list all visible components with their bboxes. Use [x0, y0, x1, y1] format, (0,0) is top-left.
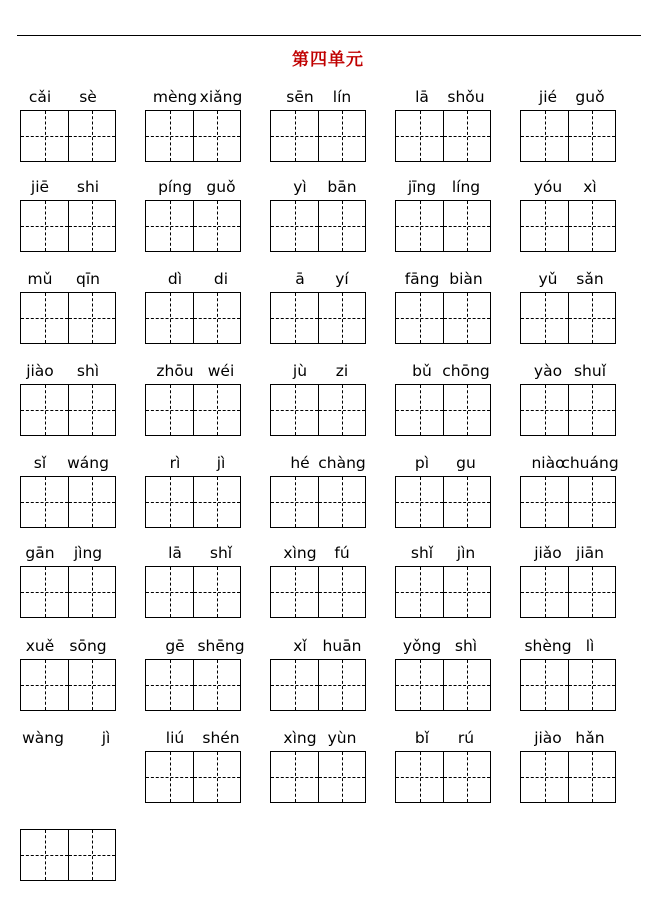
pinyin-label	[520, 636, 630, 656]
writing-grid[interactable]	[145, 292, 241, 344]
tian-grid-cell[interactable]	[194, 660, 240, 710]
tian-grid-cell[interactable]	[146, 111, 194, 161]
pinyin-syllable: sēn	[286, 88, 314, 106]
tian-grid-cell[interactable]	[69, 385, 115, 435]
writing-grid[interactable]	[20, 292, 116, 344]
writing-grid[interactable]	[20, 829, 116, 881]
writing-grid[interactable]	[395, 292, 491, 344]
pinyin-label	[395, 87, 505, 107]
tian-grid-cell[interactable]	[569, 201, 615, 251]
pinyin-syllable: jìn	[456, 544, 476, 562]
writing-grid[interactable]	[20, 384, 116, 436]
pinyin-label	[395, 453, 505, 473]
pinyin-syllable: zhōu	[156, 362, 194, 380]
tian-grid-cell[interactable]	[444, 660, 490, 710]
pinyin-label	[270, 453, 380, 473]
tian-grid-cell[interactable]	[271, 752, 319, 802]
pinyin-label	[145, 636, 255, 656]
tian-grid-cell[interactable]	[569, 385, 615, 435]
pinyin-syllable: fú	[334, 544, 350, 562]
pinyin-syllable: jiān	[576, 544, 604, 562]
tian-grid-cell[interactable]	[319, 477, 365, 527]
pinyin-syllable: bān	[327, 178, 357, 196]
writing-grid[interactable]	[395, 384, 491, 436]
pinyin-syllable: jié	[538, 88, 558, 106]
pinyin-label	[520, 87, 630, 107]
tian-grid-cell[interactable]	[21, 111, 69, 161]
tian-grid-cell[interactable]	[396, 752, 444, 802]
pinyin-syllable: ā	[295, 270, 305, 288]
tian-grid-cell[interactable]	[69, 201, 115, 251]
tian-grid-cell[interactable]	[396, 111, 444, 161]
pinyin-label	[20, 361, 130, 381]
pinyin-syllable: sǎn	[576, 270, 604, 288]
pinyin-label	[145, 361, 255, 381]
writing-grid[interactable]	[395, 659, 491, 711]
pinyin-syllable: yào	[533, 362, 563, 380]
pinyin-label	[270, 177, 380, 197]
pinyin-label	[145, 453, 255, 473]
tian-grid-cell[interactable]	[444, 385, 490, 435]
pinyin-syllable: di	[213, 270, 229, 288]
tian-grid-cell[interactable]	[69, 660, 115, 710]
pinyin-syllable: líng	[451, 178, 481, 196]
writing-grid[interactable]	[270, 751, 366, 803]
tian-grid-cell[interactable]	[69, 293, 115, 343]
pinyin-syllable: bǐ	[414, 729, 430, 747]
pinyin-syllable: gān	[25, 544, 55, 562]
writing-grid[interactable]	[270, 292, 366, 344]
pinyin-syllable: guǒ	[575, 88, 605, 106]
writing-grid[interactable]	[270, 566, 366, 618]
writing-grid[interactable]	[520, 292, 616, 344]
tian-grid-cell[interactable]	[21, 567, 69, 617]
writing-grid[interactable]	[145, 476, 241, 528]
pinyin-syllable: rú	[457, 729, 475, 747]
tian-grid-cell[interactable]	[194, 201, 240, 251]
pinyin-syllable: shǒu	[447, 88, 485, 106]
writing-grid[interactable]	[395, 566, 491, 618]
pinyin-syllable: lā	[415, 88, 429, 106]
pinyin-syllable: pì	[414, 454, 430, 472]
writing-grid[interactable]	[520, 476, 616, 528]
writing-grid[interactable]	[145, 659, 241, 711]
pinyin-label	[20, 87, 130, 107]
tian-grid-cell[interactable]	[194, 477, 240, 527]
pinyin-syllable: píng	[158, 178, 192, 196]
pinyin-syllable: jiào	[534, 729, 562, 747]
tian-grid-cell[interactable]	[521, 477, 569, 527]
tian-grid-cell[interactable]	[396, 477, 444, 527]
tian-grid-cell[interactable]	[146, 201, 194, 251]
writing-grid[interactable]	[395, 200, 491, 252]
tian-grid-cell[interactable]	[319, 567, 365, 617]
tian-grid-cell[interactable]	[194, 385, 240, 435]
pinyin-syllable: yóu	[533, 178, 563, 196]
pinyin-syllable: yǔ	[538, 270, 558, 288]
tian-grid-cell[interactable]	[569, 293, 615, 343]
writing-grid[interactable]	[20, 476, 116, 528]
tian-grid-cell[interactable]	[569, 660, 615, 710]
tian-grid-cell[interactable]	[69, 111, 115, 161]
tian-grid-cell[interactable]	[444, 477, 490, 527]
tian-grid-cell[interactable]	[396, 567, 444, 617]
pinyin-label	[20, 453, 130, 473]
tian-grid-cell[interactable]	[271, 567, 319, 617]
pinyin-syllable: lì	[585, 637, 595, 655]
pinyin-syllable: sōng	[69, 637, 107, 655]
pinyin-syllable: wáng	[67, 454, 109, 472]
tian-grid-cell[interactable]	[396, 293, 444, 343]
pinyin-syllable: mèng	[152, 88, 198, 106]
tian-grid-cell[interactable]	[146, 752, 194, 802]
tian-grid-cell[interactable]	[444, 567, 490, 617]
pinyin-label	[270, 361, 380, 381]
tian-grid-cell[interactable]	[194, 293, 240, 343]
pinyin-label	[520, 453, 630, 473]
tian-grid-cell[interactable]	[271, 660, 319, 710]
pinyin-syllable: xiǎng	[199, 88, 243, 106]
pinyin-syllable: xì	[583, 178, 597, 196]
tian-grid-cell[interactable]	[194, 567, 240, 617]
tian-grid-cell[interactable]	[319, 660, 365, 710]
pinyin-label	[145, 728, 255, 748]
pinyin-label	[395, 269, 505, 289]
pinyin-syllable: shèng	[524, 637, 572, 655]
pinyin-label	[395, 177, 505, 197]
writing-grid[interactable]	[395, 476, 491, 528]
tian-grid-cell[interactable]	[444, 752, 490, 802]
page-title: 第四单元	[292, 50, 364, 70]
writing-grid[interactable]	[145, 384, 241, 436]
pinyin-syllable: chàng	[318, 454, 366, 472]
tian-grid-cell[interactable]	[319, 752, 365, 802]
pinyin-syllable: guǒ	[206, 178, 236, 196]
tian-grid-cell[interactable]	[444, 201, 490, 251]
pinyin-syllable: wéi	[207, 362, 235, 380]
pinyin-label	[270, 728, 380, 748]
tian-grid-cell[interactable]	[21, 477, 69, 527]
writing-grid[interactable]	[145, 751, 241, 803]
writing-grid[interactable]	[520, 566, 616, 618]
pinyin-syllable: shén	[202, 729, 240, 747]
pinyin-syllable: sǐ	[33, 454, 47, 472]
tian-grid-cell[interactable]	[569, 111, 615, 161]
writing-grid[interactable]	[270, 110, 366, 162]
tian-grid-cell[interactable]	[69, 567, 115, 617]
pinyin-syllable: jì	[101, 729, 111, 747]
pinyin-syllable: rì	[169, 454, 181, 472]
tian-grid-cell[interactable]	[319, 385, 365, 435]
pinyin-syllable: bǔ	[412, 362, 432, 380]
writing-grid[interactable]	[145, 200, 241, 252]
pinyin-label	[520, 269, 630, 289]
pinyin-syllable: fāng	[404, 270, 440, 288]
writing-grid[interactable]	[520, 200, 616, 252]
tian-grid-cell[interactable]	[271, 293, 319, 343]
pinyin-syllable: mǔ	[27, 270, 53, 288]
pinyin-syllable: shǐ	[209, 544, 233, 562]
pinyin-syllable: liú	[165, 729, 185, 747]
pinyin-syllable: xìng	[283, 544, 317, 562]
pinyin-label	[395, 361, 505, 381]
pinyin-syllable: lā	[168, 544, 182, 562]
pinyin-syllable: xǐ	[293, 637, 307, 655]
pinyin-syllable: lín	[332, 88, 352, 106]
tian-grid-cell[interactable]	[21, 830, 69, 880]
pinyin-label	[520, 728, 630, 748]
pinyin-syllable: yùn	[327, 729, 357, 747]
pinyin-syllable: yì	[293, 178, 307, 196]
pinyin-syllable: biàn	[449, 270, 483, 288]
writing-grid[interactable]	[395, 110, 491, 162]
tian-grid-cell[interactable]	[319, 201, 365, 251]
tian-grid-cell[interactable]	[69, 477, 115, 527]
pinyin-syllable: jiǎo	[534, 544, 562, 562]
pinyin-syllable: jìng	[73, 544, 103, 562]
pinyin-syllable: shēng	[197, 637, 245, 655]
writing-grid[interactable]	[270, 659, 366, 711]
tian-grid-cell[interactable]	[396, 385, 444, 435]
writing-grid[interactable]	[20, 110, 116, 162]
tian-grid-cell[interactable]	[146, 660, 194, 710]
pinyin-syllable: niào	[531, 454, 565, 472]
tian-grid-cell[interactable]	[194, 752, 240, 802]
tian-grid-cell[interactable]	[319, 111, 365, 161]
pinyin-label	[395, 636, 505, 656]
pinyin-label	[20, 177, 130, 197]
writing-grid[interactable]	[145, 566, 241, 618]
pinyin-syllable: shì	[76, 362, 100, 380]
pinyin-syllable: cǎi	[28, 88, 52, 106]
pinyin-syllable: jīng	[407, 178, 437, 196]
tian-grid-cell[interactable]	[521, 660, 569, 710]
tian-grid-cell[interactable]	[21, 293, 69, 343]
tian-grid-cell[interactable]	[21, 660, 69, 710]
tian-grid-cell[interactable]	[396, 660, 444, 710]
pinyin-syllable: shì	[454, 637, 478, 655]
tian-grid-cell[interactable]	[521, 201, 569, 251]
pinyin-syllable: zi	[335, 362, 349, 380]
writing-grid[interactable]	[20, 659, 116, 711]
pinyin-label	[20, 636, 130, 656]
pinyin-syllable: xuě	[25, 637, 55, 655]
tian-grid-cell[interactable]	[146, 567, 194, 617]
pinyin-label	[520, 361, 630, 381]
tian-grid-cell[interactable]	[194, 111, 240, 161]
pinyin-syllable: shi	[76, 178, 100, 196]
pinyin-syllable: shǐ	[410, 544, 434, 562]
tian-grid-cell[interactable]	[69, 830, 115, 880]
pinyin-label	[20, 269, 130, 289]
tian-grid-cell[interactable]	[569, 567, 615, 617]
tian-grid-cell[interactable]	[271, 111, 319, 161]
pinyin-label	[270, 636, 380, 656]
tian-grid-cell[interactable]	[444, 111, 490, 161]
writing-grid[interactable]	[20, 566, 116, 618]
pinyin-syllable: shuǐ	[573, 362, 607, 380]
pinyin-syllable: jù	[292, 362, 308, 380]
tian-grid-cell[interactable]	[271, 201, 319, 251]
pinyin-syllable: wàng	[22, 729, 64, 747]
pinyin-label	[270, 87, 380, 107]
tian-grid-cell[interactable]	[21, 385, 69, 435]
tian-grid-cell[interactable]	[521, 385, 569, 435]
tian-grid-cell[interactable]	[146, 477, 194, 527]
tian-grid-cell[interactable]	[521, 752, 569, 802]
pinyin-syllable: sè	[79, 88, 97, 106]
pinyin-label	[395, 728, 505, 748]
pinyin-syllable: gu	[456, 454, 476, 472]
writing-grid[interactable]	[395, 751, 491, 803]
writing-grid[interactable]	[270, 200, 366, 252]
tian-grid-cell[interactable]	[396, 201, 444, 251]
tian-grid-cell[interactable]	[271, 385, 319, 435]
tian-grid-cell[interactable]	[21, 201, 69, 251]
pinyin-label	[20, 728, 130, 748]
pinyin-syllable: hé	[290, 454, 310, 472]
pinyin-syllable: yǒng	[402, 637, 442, 655]
tian-grid-cell[interactable]	[569, 752, 615, 802]
pinyin-syllable: qīn	[76, 270, 100, 288]
pinyin-syllable: jiē	[30, 178, 50, 196]
writing-grid[interactable]	[520, 659, 616, 711]
writing-grid[interactable]	[520, 110, 616, 162]
pinyin-label	[145, 87, 255, 107]
pinyin-syllable: yí	[335, 270, 349, 288]
pinyin-label	[270, 543, 380, 563]
writing-grid[interactable]	[270, 476, 366, 528]
writing-grid[interactable]	[270, 384, 366, 436]
pinyin-label	[270, 269, 380, 289]
pinyin-label	[145, 269, 255, 289]
tian-grid-cell[interactable]	[521, 567, 569, 617]
pinyin-syllable: xìng	[283, 729, 317, 747]
writing-grid[interactable]	[145, 110, 241, 162]
tian-grid-cell[interactable]	[319, 293, 365, 343]
tian-grid-cell[interactable]	[444, 293, 490, 343]
pinyin-label	[520, 543, 630, 563]
pinyin-syllable: chuáng	[561, 454, 619, 472]
tian-grid-cell[interactable]	[146, 385, 194, 435]
writing-grid[interactable]	[20, 200, 116, 252]
pinyin-label	[145, 543, 255, 563]
tian-grid-cell[interactable]	[271, 477, 319, 527]
top-rule	[17, 35, 641, 36]
pinyin-label	[145, 177, 255, 197]
tian-grid-cell[interactable]	[146, 293, 194, 343]
pinyin-syllable: huān	[322, 637, 362, 655]
pinyin-syllable: chōng	[442, 362, 490, 380]
tian-grid-cell[interactable]	[521, 111, 569, 161]
writing-grid[interactable]	[520, 384, 616, 436]
pinyin-label	[395, 543, 505, 563]
pinyin-syllable: jiào	[26, 362, 54, 380]
pinyin-syllable: dì	[167, 270, 183, 288]
tian-grid-cell[interactable]	[569, 477, 615, 527]
pinyin-label	[520, 177, 630, 197]
pinyin-syllable: gē	[165, 637, 185, 655]
pinyin-label	[20, 543, 130, 563]
writing-grid[interactable]	[520, 751, 616, 803]
pinyin-syllable: hǎn	[575, 729, 605, 747]
pinyin-syllable: jì	[216, 454, 226, 472]
tian-grid-cell[interactable]	[521, 293, 569, 343]
